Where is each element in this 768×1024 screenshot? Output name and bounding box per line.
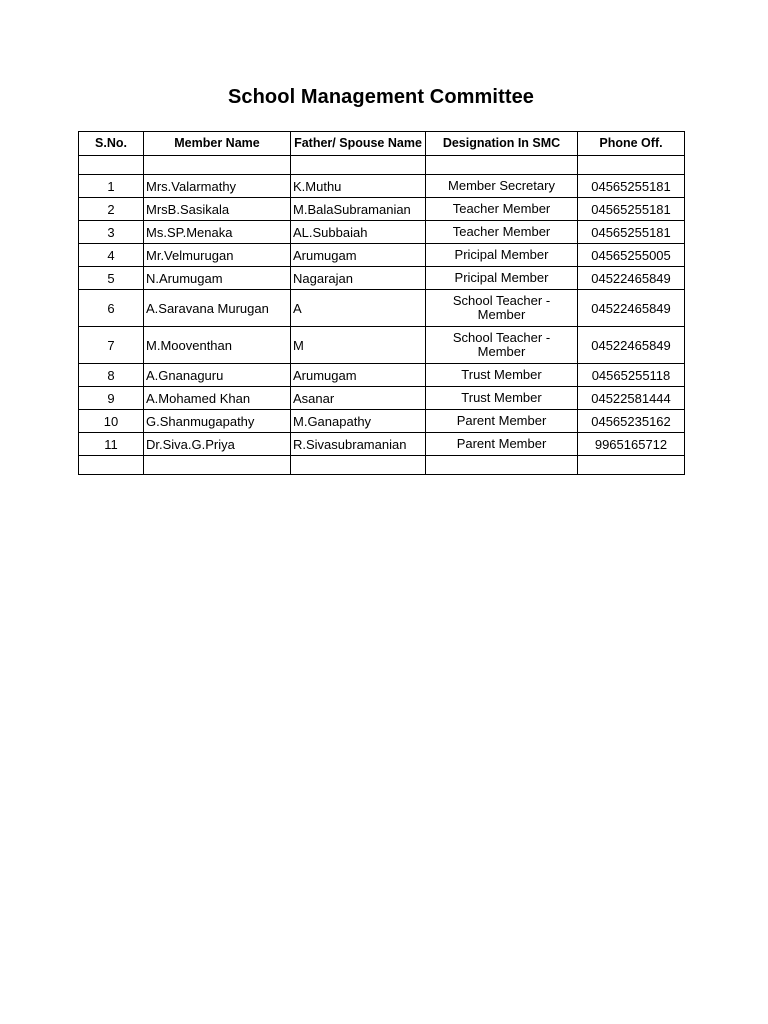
- blank-row: [79, 456, 685, 475]
- committee-table: [78, 131, 685, 475]
- cell-member-name: A.Saravana Murugan: [144, 290, 291, 327]
- cell-sno: 2: [79, 198, 144, 221]
- cell-sno: 7: [79, 327, 144, 364]
- table-header-row: [79, 132, 685, 156]
- cell-member-name: N.Arumugam: [144, 267, 291, 290]
- blank-row: [79, 156, 685, 175]
- cell-member-name: Mr.Velmurugan: [144, 244, 291, 267]
- cell-father-spouse-name: M.BalaSubramanian: [291, 198, 426, 221]
- header-phone: Phone Off.: [578, 132, 685, 156]
- table-row: [79, 290, 685, 327]
- cell-designation: Trust Member: [426, 387, 578, 410]
- cell-member-name: Dr.Siva.G.Priya: [144, 433, 291, 456]
- table-row: [79, 221, 685, 244]
- cell-designation: Member Secretary: [426, 175, 578, 198]
- header-sno: S.No.: [79, 132, 144, 156]
- table-row: [79, 410, 685, 433]
- cell-father-spouse-name: Nagarajan: [291, 267, 426, 290]
- cell-father-spouse-name: M.Ganapathy: [291, 410, 426, 433]
- cell-father-spouse-name: M: [291, 327, 426, 364]
- cell-phone: 04565255181: [578, 221, 685, 244]
- blank-cell: [578, 156, 685, 175]
- table-row: [79, 327, 685, 364]
- cell-phone: 04522465849: [578, 327, 685, 364]
- cell-sno: 10: [79, 410, 144, 433]
- cell-designation: Parent Member: [426, 433, 578, 456]
- table-row: [79, 387, 685, 410]
- cell-sno: 8: [79, 364, 144, 387]
- table-body: [79, 156, 685, 456]
- blank-cell: [144, 456, 291, 475]
- page-title: School Management Committee: [227, 86, 535, 108]
- cell-sno: 6: [79, 290, 144, 327]
- cell-phone: 9965165712: [578, 433, 685, 456]
- cell-designation: Pricipal Member: [426, 267, 578, 290]
- header-member-name: Member Name: [144, 132, 291, 156]
- blank-cell: [291, 456, 426, 475]
- cell-designation: Teacher Member: [426, 221, 578, 244]
- cell-father-spouse-name: A: [291, 290, 426, 327]
- cell-father-spouse-name: R.Sivasubramanian: [291, 433, 426, 456]
- cell-father-spouse-name: K.Muthu: [291, 175, 426, 198]
- blank-cell: [79, 156, 144, 175]
- cell-phone: 04522465849: [578, 290, 685, 327]
- cell-phone: 04565255181: [578, 175, 685, 198]
- cell-sno: 4: [79, 244, 144, 267]
- cell-phone: 04565255181: [578, 198, 685, 221]
- cell-sno: 9: [79, 387, 144, 410]
- cell-sno: 3: [79, 221, 144, 244]
- cell-phone: 04522581444: [578, 387, 685, 410]
- table-row: [79, 198, 685, 221]
- cell-member-name: A.Mohamed Khan: [144, 387, 291, 410]
- header-father-spouse-name: Father/ Spouse Name: [291, 132, 426, 156]
- blank-cell: [291, 156, 426, 175]
- cell-member-name: Ms.SP.Menaka: [144, 221, 291, 244]
- cell-designation: School Teacher - Member: [426, 327, 578, 364]
- cell-designation: School Teacher - Member: [426, 290, 578, 327]
- table-row: [79, 364, 685, 387]
- cell-sno: 5: [79, 267, 144, 290]
- table-row: [79, 267, 685, 290]
- cell-father-spouse-name: Arumugam: [291, 244, 426, 267]
- cell-sno: 11: [79, 433, 144, 456]
- cell-member-name: MrsB.Sasikala: [144, 198, 291, 221]
- cell-phone: 04565255118: [578, 364, 685, 387]
- cell-designation: Teacher Member: [426, 198, 578, 221]
- table-row: [79, 175, 685, 198]
- cell-designation: Parent Member: [426, 410, 578, 433]
- cell-member-name: A.Gnanaguru: [144, 364, 291, 387]
- cell-phone: 04565235162: [578, 410, 685, 433]
- table-row: [79, 244, 685, 267]
- cell-member-name: M.Mooventhan: [144, 327, 291, 364]
- cell-phone: 04565255005: [578, 244, 685, 267]
- header-designation: Designation In SMC: [426, 132, 578, 156]
- cell-sno: 1: [79, 175, 144, 198]
- blank-cell: [79, 456, 144, 475]
- cell-father-spouse-name: Asanar: [291, 387, 426, 410]
- cell-phone: 04522465849: [578, 267, 685, 290]
- blank-cell: [578, 456, 685, 475]
- cell-designation: Trust Member: [426, 364, 578, 387]
- blank-cell: [426, 456, 578, 475]
- cell-father-spouse-name: AL.Subbaiah: [291, 221, 426, 244]
- table-row: [79, 433, 685, 456]
- cell-father-spouse-name: Arumugam: [291, 364, 426, 387]
- cell-designation: Pricipal Member: [426, 244, 578, 267]
- blank-cell: [426, 156, 578, 175]
- blank-cell: [144, 156, 291, 175]
- cell-member-name: Mrs.Valarmathy: [144, 175, 291, 198]
- cell-member-name: G.Shanmugapathy: [144, 410, 291, 433]
